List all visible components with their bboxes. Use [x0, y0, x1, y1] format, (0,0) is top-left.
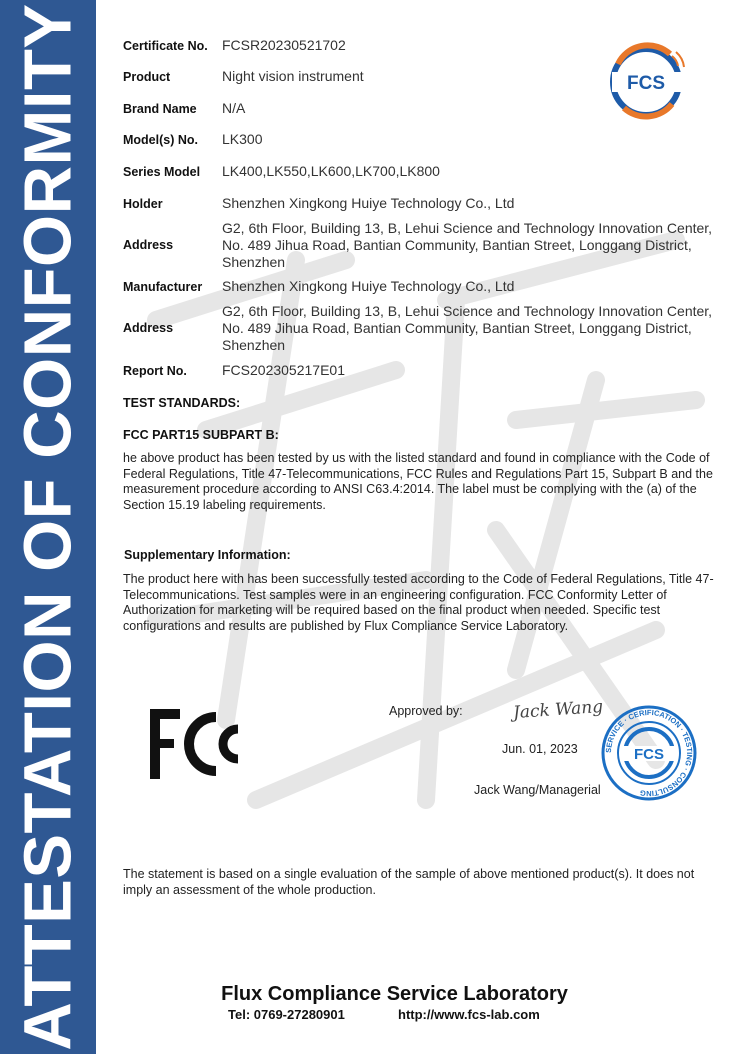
holder-address: G2, 6th Floor, Building 13, B, Lehui Science and Technology Innovation Center, No. 489 Jihua Road, Bantian Community, Bantian Street, Longgang District, Shenzhen	[222, 220, 713, 270]
lab-phone: Tel: 0769-27280901	[228, 1007, 345, 1022]
lab-name: Flux Compliance Service Laboratory	[221, 983, 568, 1005]
supplementary-body: The product here with has been successfully tested according to the Code of Federal Regulations, Title 47-Telecommunications. Test samples were in an engineering configuration. FCC Conformity Letter of Authorization for marketing will be required based on the final product when needed. Specific test configurations and results are published by Flux Compliance Service Laboratory.	[123, 572, 714, 633]
brand-name: N/A	[222, 100, 246, 116]
manufacturer-address: G2, 6th Floor, Building 13, B, Lehui Science and Technology Innovation Center, No. 489 Jihua Road, Bantian Community, Bantian Street, Longgang District, Shenzhen	[222, 303, 713, 353]
test-standards-body: he above product has been tested by us with the listed standard and found in compliance with the Code of Federal Regulations, Title 47-Telecommunications, FCC Rules and Regulations Part 15, Subpart B and the measurement procedure according to ANSI C63.4:2014. The label must be complying with the (a) of the Section 15.19 labeling requirements.	[123, 451, 713, 512]
field-label: Address	[123, 321, 174, 335]
field-label: Brand Name	[123, 102, 197, 116]
approval-date: Jun. 01, 2023	[502, 742, 578, 756]
standard-name: FCC PART15 SUBPART B:	[123, 428, 279, 442]
field-label: Report No.	[123, 364, 187, 378]
field-label: Product	[123, 70, 171, 84]
field-label: Certificate No.	[123, 39, 208, 53]
fcc-logo-icon	[150, 709, 250, 781]
field-label: Model(s) No.	[123, 133, 198, 147]
certification-stamp-icon	[600, 704, 698, 802]
fcs-logo-text: FCS	[627, 73, 665, 94]
approved-by-label: Approved by:	[389, 704, 463, 718]
holder-name: Shenzhen Xingkong Huiye Technology Co., Ltd	[222, 195, 515, 211]
field-label: Manufacturer	[123, 280, 203, 294]
sidebar-title: ATTESTATION OF CONFORMITY	[10, 3, 86, 1051]
model-number: LK300	[222, 131, 263, 147]
series-model: LK400,LK550,LK600,LK700,LK800	[222, 163, 440, 179]
field-label: Holder	[123, 197, 163, 211]
lab-website[interactable]: http://www.fcs-lab.com	[398, 1007, 540, 1022]
field-label: Series Model	[123, 165, 201, 179]
approver-name-title: Jack Wang/Managerial	[474, 783, 601, 797]
product-name: Night vision instrument	[222, 68, 364, 84]
certificate-number: FCSR20230521702	[222, 37, 346, 53]
report-number: FCS202305217E01	[222, 362, 345, 378]
field-label: Address	[123, 238, 174, 252]
statement-text: The statement is based on a single evaluation of the sample of above mentioned product(s). It does not imply an assessment of the whole production.	[123, 867, 695, 897]
stamp-center-text: FCS	[634, 746, 664, 763]
manufacturer-name: Shenzhen Xingkong Huiye Technology Co., Ltd	[222, 278, 515, 294]
test-standards-heading: TEST STANDARDS:	[123, 396, 241, 410]
sidebar-banner	[0, 0, 96, 1054]
supplementary-heading: Supplementary Information:	[124, 548, 291, 562]
signature: Jack Wang	[512, 696, 604, 724]
stamp-ring-text: SERVICE · CERIFICATION · TESTING · CONSULTING	[603, 707, 695, 799]
